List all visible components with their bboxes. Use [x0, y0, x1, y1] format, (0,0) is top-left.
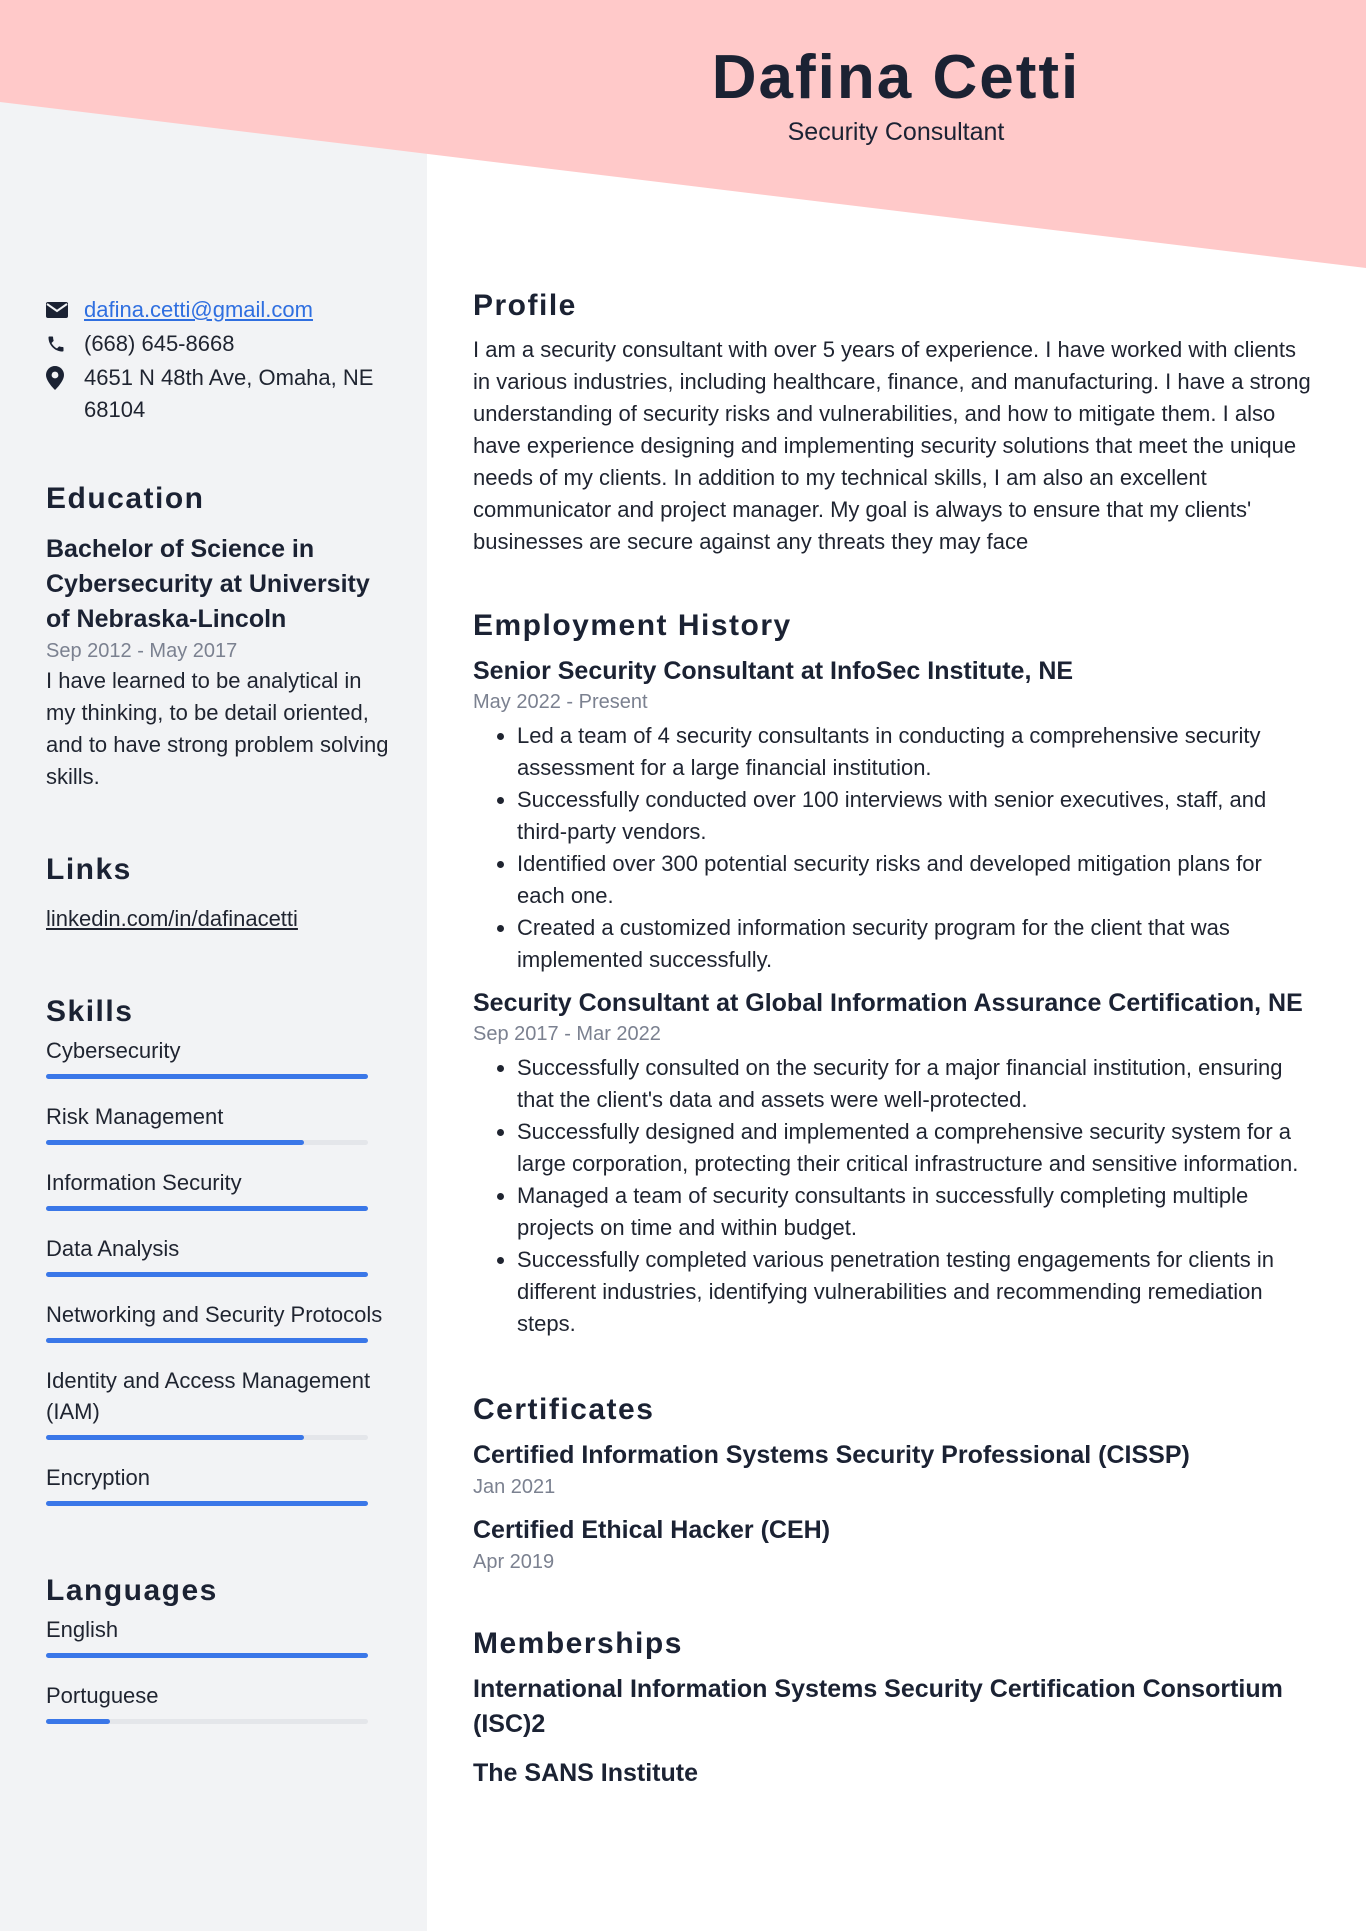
job-dates: Sep 2017 - Mar 2022	[473, 1023, 661, 1045]
education-dates: Sep 2012 - May 2017	[46, 640, 238, 662]
skill-level-bar	[46, 1140, 368, 1145]
skill-item	[46, 1035, 391, 1079]
skill-level-bar	[46, 1501, 368, 1506]
skill-name: Data Analysis	[46, 1236, 180, 1261]
linkedin-link[interactable]: linkedin.com/in/dafinacetti	[46, 906, 298, 931]
phone-number: (668) 645-8668	[84, 331, 235, 356]
skill-level-bar	[46, 1272, 368, 1277]
links-heading: Links	[46, 853, 132, 886]
skill-level-fill	[46, 1074, 368, 1079]
language-level-bar	[46, 1719, 368, 1724]
job-entry	[473, 654, 1313, 976]
skills-heading: Skills	[46, 995, 134, 1028]
certificate-item	[473, 1438, 1313, 1501]
language-level-bar	[46, 1653, 368, 1658]
language-level-fill	[46, 1719, 110, 1724]
phone-icon	[46, 328, 70, 360]
language-name: English	[46, 1617, 119, 1642]
skill-name: Identity and Access Management (IAM)	[46, 1368, 371, 1424]
language-level-fill	[46, 1653, 368, 1658]
skill-item	[46, 1365, 391, 1440]
membership-item: The SANS Institute	[473, 1759, 699, 1787]
job-bullet: • Successfully completed various penetration testing engagements for clients in different industries, identifying vulnerabilities and recommending remediation steps.	[517, 1244, 1313, 1340]
memberships-heading: Memberships	[473, 1627, 683, 1660]
language-name: Portuguese	[46, 1683, 159, 1708]
skill-level-bar	[46, 1074, 368, 1079]
skill-level-bar	[46, 1435, 368, 1440]
email-link[interactable]: dafina.cetti@gmail.com	[84, 297, 313, 322]
skill-level-fill	[46, 1435, 304, 1440]
job-dates: May 2022 - Present	[473, 691, 648, 713]
skill-level-bar	[46, 1206, 368, 1211]
job-bullet: • Successfully designed and implemented a comprehensive security system for a large corporation, protecting their critical infrastructure and sensitive information.	[517, 1116, 1313, 1180]
sidebar	[46, 294, 391, 1746]
skill-name: Risk Management	[46, 1104, 224, 1129]
languages-list	[46, 1614, 391, 1724]
skill-name: Information Security	[46, 1170, 242, 1195]
job-bullet: • Successfully consulted on the security for a major financial institution, ensuring that the client's data and assets were well-protected.	[517, 1052, 1313, 1116]
header	[600, 40, 1192, 148]
skill-item	[46, 1299, 391, 1343]
job-bullet: • Created a customized information security program for the client that was implemented successfully.	[517, 912, 1313, 976]
certificate-date: Jan 2021	[473, 1476, 556, 1498]
languages-heading: Languages	[46, 1574, 218, 1607]
skills-list	[46, 1035, 391, 1506]
education-description: I have learned to be analytical in my thinking, to be detail oriented, and to have strong problem solving skills.	[46, 668, 389, 789]
certificates-heading: Certificates	[473, 1393, 655, 1426]
job-title: Senior Security Consultant at InfoSec Institute, NE	[473, 657, 1074, 685]
membership-item: International Information Systems Security Certification Consortium (ISC)2	[473, 1675, 1283, 1738]
certificate-name: Certified Ethical Hacker (CEH)	[473, 1516, 831, 1544]
address: 4651 N 48th Ave, Omaha, NE 68104	[84, 365, 374, 422]
main-content	[473, 286, 1313, 1791]
skill-item	[46, 1101, 391, 1145]
profile-heading: Profile	[473, 289, 577, 322]
job-bullets	[473, 1052, 1313, 1340]
candidate-name: Dafina Cetti	[711, 43, 1081, 112]
profile-text: I am a security consultant with over 5 years of experience. I have worked with clients in various industries, including healthcare, finance, and manufacturing. I have a strong understanding of security risks and vulnerabilities, and how to mitigate them. I also have experience designing and implementing security solutions that meet the unique needs of my clients. In addition to my technical skills, I am also an excellent communicator and project manager. My goal is always to ensure that my clients' businesses are secure against any threats they may face	[473, 337, 1311, 554]
education-heading: Education	[46, 482, 205, 515]
certificate-date: Apr 2019	[473, 1551, 555, 1573]
job-bullet: • Managed a team of security consultants in successfully completing multiple projects on time and within budget.	[517, 1180, 1313, 1244]
skill-level-fill	[46, 1338, 368, 1343]
language-item	[46, 1614, 391, 1658]
skill-level-fill	[46, 1272, 368, 1277]
map-pin-icon	[46, 362, 70, 394]
skill-item	[46, 1462, 391, 1506]
skill-level-fill	[46, 1140, 304, 1145]
skill-level-fill	[46, 1501, 368, 1506]
skill-name: Cybersecurity	[46, 1038, 181, 1063]
candidate-title: Security Consultant	[787, 118, 1005, 146]
skill-name: Networking and Security Protocols	[46, 1302, 383, 1327]
certificate-name: Certified Information Systems Security Professional (CISSP)	[473, 1441, 1190, 1469]
job-entry	[473, 986, 1313, 1340]
language-item	[46, 1680, 391, 1724]
skill-name: Encryption	[46, 1465, 150, 1490]
employment-heading: Employment History	[473, 609, 792, 642]
envelope-icon	[46, 294, 70, 326]
contact-email	[46, 294, 391, 326]
skill-level-fill	[46, 1206, 368, 1211]
job-title: Security Consultant at Global Information Assurance Certification, NE	[473, 989, 1303, 1017]
skill-level-bar	[46, 1338, 368, 1343]
job-bullet: • Identified over 300 potential security risks and developed mitigation plans for each one.	[517, 848, 1313, 912]
education-degree: Bachelor of Science in Cybersecurity at University of Nebraska-Lincoln	[46, 535, 370, 633]
certificate-item	[473, 1513, 1313, 1576]
job-bullets	[473, 720, 1313, 976]
job-bullet: • Led a team of 4 security consultants in conducting a comprehensive security assessment for a large financial institution.	[517, 720, 1313, 784]
skill-item	[46, 1233, 391, 1277]
job-bullet: • Successfully conducted over 100 interviews with senior executives, staff, and third-party vendors.	[517, 784, 1313, 848]
skill-item	[46, 1167, 391, 1211]
contact-phone	[46, 328, 391, 360]
contact-address	[46, 362, 391, 426]
